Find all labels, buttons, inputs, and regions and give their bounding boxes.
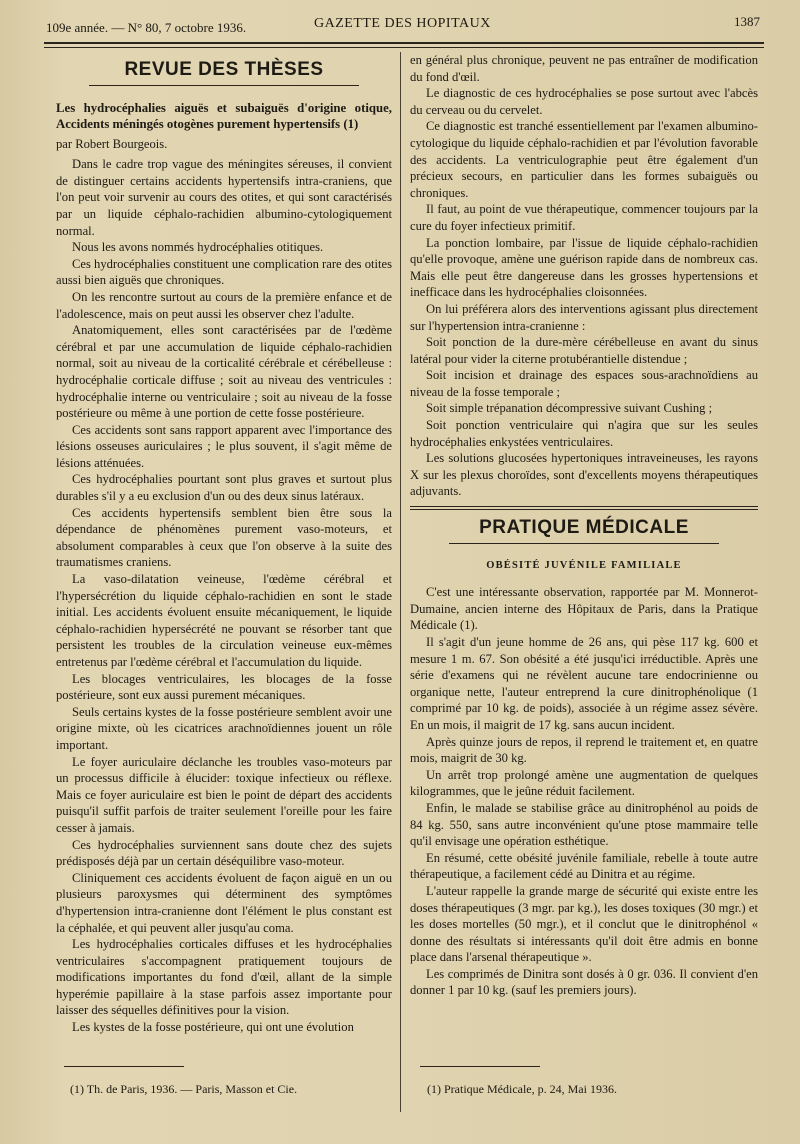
paragraph: C'est une intéressante observation, rapportée par M. Monnerot-Dumaine, ancien interne des Hôpitaux de Paris, dans la Pratique Médicale (1). (410, 585, 758, 633)
paragraph: Le foyer auriculaire déclanche les troubles vaso-moteurs par un processus difficile à élucider: toxique infectieux ou réflexe. Mais ce foyer auriculaire est bien le point de départ des accidents puisqu'il suffit parfois de traiter seulement l'oreille pour les faire cesser à jamais. (56, 754, 392, 835)
paragraph: Cliniquement ces accidents évoluent de façon aiguë en un ou plusieurs paroxysmes qui déterminent des symptômes d'hypertension intra-cranienne dont l'élément le plus constant est la céphalée, et qui peuvent aller jusqu'au coma. (56, 870, 392, 935)
paragraph: Nous les avons nommés hydrocéphalies otitiques. (72, 240, 324, 255)
paragraph: Les kystes de la fosse postérieure, qui ont une évolution (72, 1020, 354, 1035)
paragraph: On les rencontre surtout au cours de la première enfance et de l'adolescence, mais on peut aussi les observer chez l'adulte. (56, 289, 392, 321)
paragraph: Soit ponction de la dure-mère cérébelleuse en avant du sinus latéral pour vider la citerne protubérantielle distendue ; (410, 335, 758, 366)
paragraph: L'auteur rappelle la grande marge de sécurité qui existe entre les doses thérapeutiques (3 mgr. par kg.), les doses toxiques (30 mgr.) et les doses mortelles (50 mgr.), et il conclut que le dinitrophénol « donne des résultats si intéressants qu'il doit être admis en bonne place dans l'arsenal thérapeutique ». (410, 883, 758, 965)
paragraph: Après quinze jours de repos, il reprend le traitement et, en quatre mois, maigrit de 30 kg. (410, 734, 758, 766)
left-column (56, 52, 392, 1036)
paragraph: Un arrêt trop prolongé amène une augmentation de quelques kilogrammes, que le jeûne réduit facilement. (410, 767, 758, 799)
right-column (410, 52, 758, 999)
paragraph: Soit simple trépanation décompressive suivant Cushing ; (426, 401, 713, 416)
paragraph: Il faut, au point de vue thérapeutique, commencer toujours par la cure du foyer infectieux primitif. (410, 202, 758, 233)
section-rule (89, 85, 359, 86)
page-number: 1387 (734, 14, 760, 29)
paragraph: La vaso-dilatation veineuse, l'œdème cérébral et l'hypersécrétion du liquide céphalo-rachidien en sont le stade initial. Les accidents évoluent ensuite mécaniquement, le liquide céphalo-rachidien hypersécrété ne pouvant se résorber tant que persistent les troubles de la circulation veineuse eux-mêmes entretenus par l'œdème cérébral et l'accumulation du liquide. (56, 572, 392, 669)
paragraph: Ces hydrocéphalies pourtant sont plus graves et surtout plus durables s'il y a eu exclusion d'un ou des deux sinus latéraux. (56, 472, 392, 504)
section-divider (410, 506, 758, 510)
paragraph: Ces hydrocéphalies surviennent sans doute chez des sujets prédisposés déjà par un certain déséquilibre vaso-moteur. (56, 837, 392, 869)
paragraph: Anatomiquement, elles sont caractérisées par de l'œdème cérébral et par une accumulation de liquide céphalo-rachidien normal, soit au niveau de la corticalité cérébrale et cérébelleuse : hydrocéphalie corticale diffuse ; soit au niveau des ventricules : hydrocéphalie interne ou ventriculaire ; soit au niveau de la fosse postérieure ou même à une portion de cette fosse postérieure. (56, 323, 392, 421)
column-separator (400, 52, 401, 1112)
footnote-left: (1) Th. de Paris, 1936. — Paris, Masson et Cie. (70, 1082, 298, 1096)
running-header (46, 10, 760, 36)
paragraph: Les blocages ventriculaires, les blocages de la fosse postérieure, sont eux aussi purement mécaniques. (56, 671, 392, 703)
article-title: Les hydrocéphalies aiguës et subaiguës d'origine otique, Accidents méningés otogènes purement hypertensifs (1) (56, 100, 392, 131)
section-rule (449, 543, 719, 544)
paragraph: Seuls certains kystes de la fosse postérieure semblent avoir une origine mixte, où les cicatrices arachnoïdiennes jouent un rôle important. (56, 704, 392, 752)
footnote-rule (64, 1066, 184, 1067)
paragraph: Ce diagnostic est tranché essentiellement par l'examen albumino-cytologique du liquide céphalo-rachidien et par l'évolution favorable des accidents. La ventriculographie peut être également d'un précieux secours, en particulier dans les formes subaiguës ou chroniques. (410, 119, 758, 200)
header-rule (44, 42, 764, 48)
paragraph: Il s'agit d'un jeune homme de 26 ans, qui pèse 117 kg. 600 et mesure 1 m. 67. Son obésité a été jusqu'ici irréductible. Après une série d'examens qui ne révèlent aucune tare endocrinienne ou organique nette, l'auteur entreprend la cure dinitrophénolique (1 comprimé par 10 kg. de poids), associée à un régime assez sévère. En un mois, il maigrit de 17 kg. sans aucun incident. (410, 635, 758, 732)
section-title-revue: REVUE DES THÈSES (124, 59, 324, 80)
paragraph: On lui préférera alors des interventions agissant plus directement sur l'hypertension intra-cranienne : (410, 301, 758, 333)
paragraph: Ces hydrocéphalies constituent une complication rare des otites aussi bien aiguës que chroniques. (56, 256, 392, 288)
paragraph: Les solutions glucosées hypertoniques intraveineuses, les rayons X sur les plexus choroïdes, sont d'excellents moyens thérapeutiques adjuvants. (410, 451, 758, 499)
section-title-pratique: PRATIQUE MÉDICALE (479, 517, 689, 539)
paragraph: En résumé, cette obésité juvénile familiale, rebelle à toute autre thérapeutique, a facilement cédé au Dinitra et au régime. (410, 850, 758, 882)
paragraph: Ces accidents hypertensifs semblent bien être sous la dépendance de phénomènes purement vaso-moteurs, et absolument comparables à ceux que l'on observe à la suite des traumatismes craniens. (56, 505, 392, 570)
paragraph: Enfin, le malade se stabilise grâce au dinitrophénol au poids de 84 kg. 550, sans autre inconvénient qu'une ptose mammaire telle qu'il envisage une opération esthétique. (410, 800, 758, 849)
issue-info: 109e année. — N° 80, 7 octobre 1936. (46, 20, 247, 35)
paragraph: Les comprimés de Dinitra sont dosés à 0 gr. 036. Il convient d'en donner 1 par 10 kg. (sauf les premiers jours). (410, 966, 758, 998)
paragraph: Soit incision et drainage des espaces sous-arachnoïdiens au niveau de la fosse temporale ; (410, 368, 758, 399)
paragraph: Les hydrocéphalies corticales diffuses et les hydrocéphalies ventriculaires s'accompagnent pratiquement toujours de modifications importantes du fond d'œil, allant de la simple hyperémie papillaire à la stase parfois assez importante pour laisser des séquelles définitives pour la vision. (56, 937, 392, 1018)
footnote-right: (1) Pratique Médicale, p. 24, Mai 1936. (427, 1082, 617, 1096)
paragraph: Dans le cadre trop vague des méningites séreuses, il convient de distinguer certains accidents hypertensifs intra-craniens, que l'on peut voir survenir au cours des otites, et qui sont caractérisés par un liquide céphalo-rachidien albumino-cytologiquement normal. (56, 157, 392, 238)
paragraph: Soit ponction ventriculaire qui n'agira que sur les seules hydrocéphalies enkystées ventriculaires. (410, 418, 758, 449)
paragraph: La ponction lombaire, par l'issue de liquide céphalo-rachidien qu'elle provoque, amène une guérison rapide dans de nombreux cas. Mais elle peut être dangereuse dans les grosses hypertensions et inefficace dans les hydrocéphalies cloisonnées. (410, 235, 758, 300)
paragraph: Ces accidents sont sans rapport apparent avec l'importance des lésions osseuses auriculaires ; le plus souvent, il s'agit même de lésions atténuées. (56, 422, 392, 470)
paragraph: Le diagnostic de ces hydrocéphalies se pose surtout avec l'abcès du cerveau ou du cervelet. (410, 86, 758, 117)
paragraph: en général plus chronique, peuvent ne pas entraîner de modification du fond d'œil. (410, 53, 758, 84)
journal-title: GAZETTE DES HOPITAUX (314, 16, 491, 31)
article-subtitle: OBÉSITÉ JUVÉNILE FAMILIALE (486, 559, 682, 571)
article-author: par Robert Bourgeois. (56, 136, 168, 151)
footnote-rule (420, 1066, 540, 1067)
